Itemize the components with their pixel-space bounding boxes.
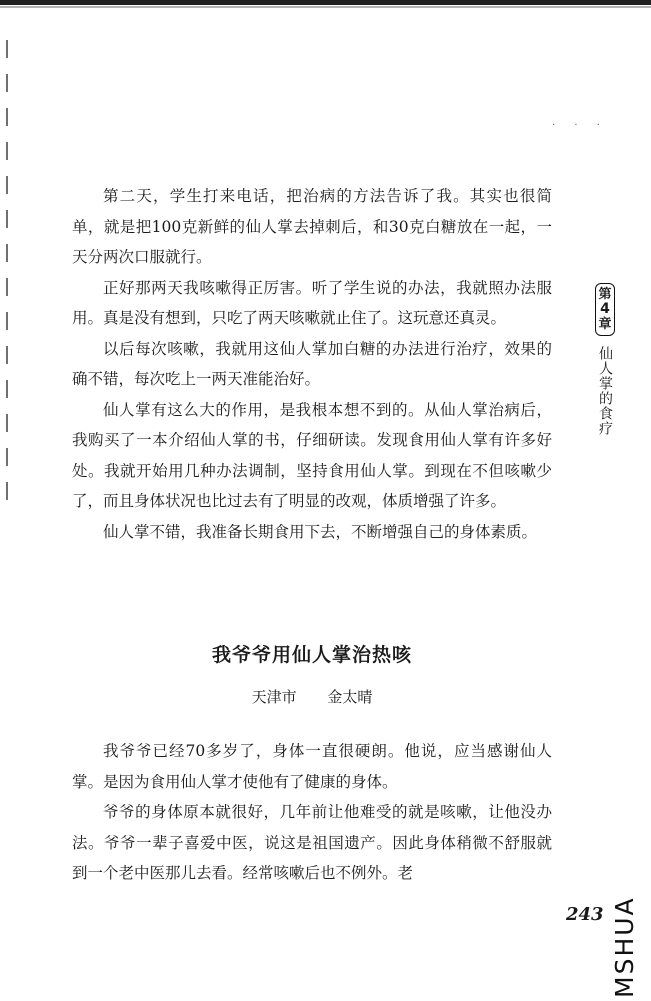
chapter-number: 4 xyxy=(600,301,610,317)
paragraph: 仙人掌不错，我准备长期食用下去，不断增强自己的身体素质。 xyxy=(103,522,538,541)
byline-author: 金太晴 xyxy=(327,688,373,706)
chapter-label-bottom: 章 xyxy=(598,317,612,332)
paragraph: 第二天，学生打来电话，把治病的方法告诉了我。其实也很简单，就是把100克新鲜的仙人掌去掉刺后，和30克白糖放在一起，一天分两次口服就行。 xyxy=(72,187,552,266)
chapter-label-top: 第 xyxy=(598,287,612,302)
page-number: 243 xyxy=(566,904,604,925)
article-title: 我爷爷用仙人掌治热咳 xyxy=(211,644,412,666)
scan-specks: · · · xyxy=(552,120,608,131)
chapter-subtitle: 仙人掌的食疗 xyxy=(597,346,613,436)
chapter-tab xyxy=(591,283,619,436)
chapter-badge xyxy=(595,283,614,336)
top-rule xyxy=(0,0,651,5)
article-body xyxy=(72,736,552,889)
section-one-body xyxy=(72,181,552,547)
byline xyxy=(72,686,552,707)
paragraph: 仙人掌有这么大的作用，是我根本想不到的。从仙人掌治病后，我购买了一本介绍仙人掌的书，仔细研读。发现食用仙人掌有许多好处。我就开始用几种办法调制，坚持食用仙人掌。到现在不但咳嗽少了，而且身体状况也比过去有了明显的改观，体质增强了许多。 xyxy=(72,400,552,510)
watermark: MSHUA xyxy=(610,896,639,998)
paragraph: 正好那两天我咳嗽得正厉害。听了学生说的办法，我就照办法服用。真是没有想到，只吃了两天咳嗽就止住了。这玩意还真灵。 xyxy=(72,278,552,327)
top-rule-shadow xyxy=(0,6,651,8)
paragraph: 以后每次咳嗽，我就用这仙人掌加白糖的办法进行治疗，效果的确不错，每次吃上一两天准能治好。 xyxy=(72,339,552,388)
paragraph: 爷爷的身体原本就很好，几年前让他难受的就是咳嗽，让他没办法。爷爷一辈子喜爱中医，说这是祖国遗产。因此身体稍微不舒服就到一个老中医那儿去看。经常咳嗽后也不例外。老 xyxy=(72,803,552,882)
page-edge-shadow xyxy=(6,40,8,500)
paragraph: 我爷爷已经70多岁了，身体一直很硬朗。他说，应当感谢仙人掌。是因为食用仙人掌才使他有了健康的身体。 xyxy=(72,742,552,791)
byline-city: 天津市 xyxy=(251,688,297,706)
